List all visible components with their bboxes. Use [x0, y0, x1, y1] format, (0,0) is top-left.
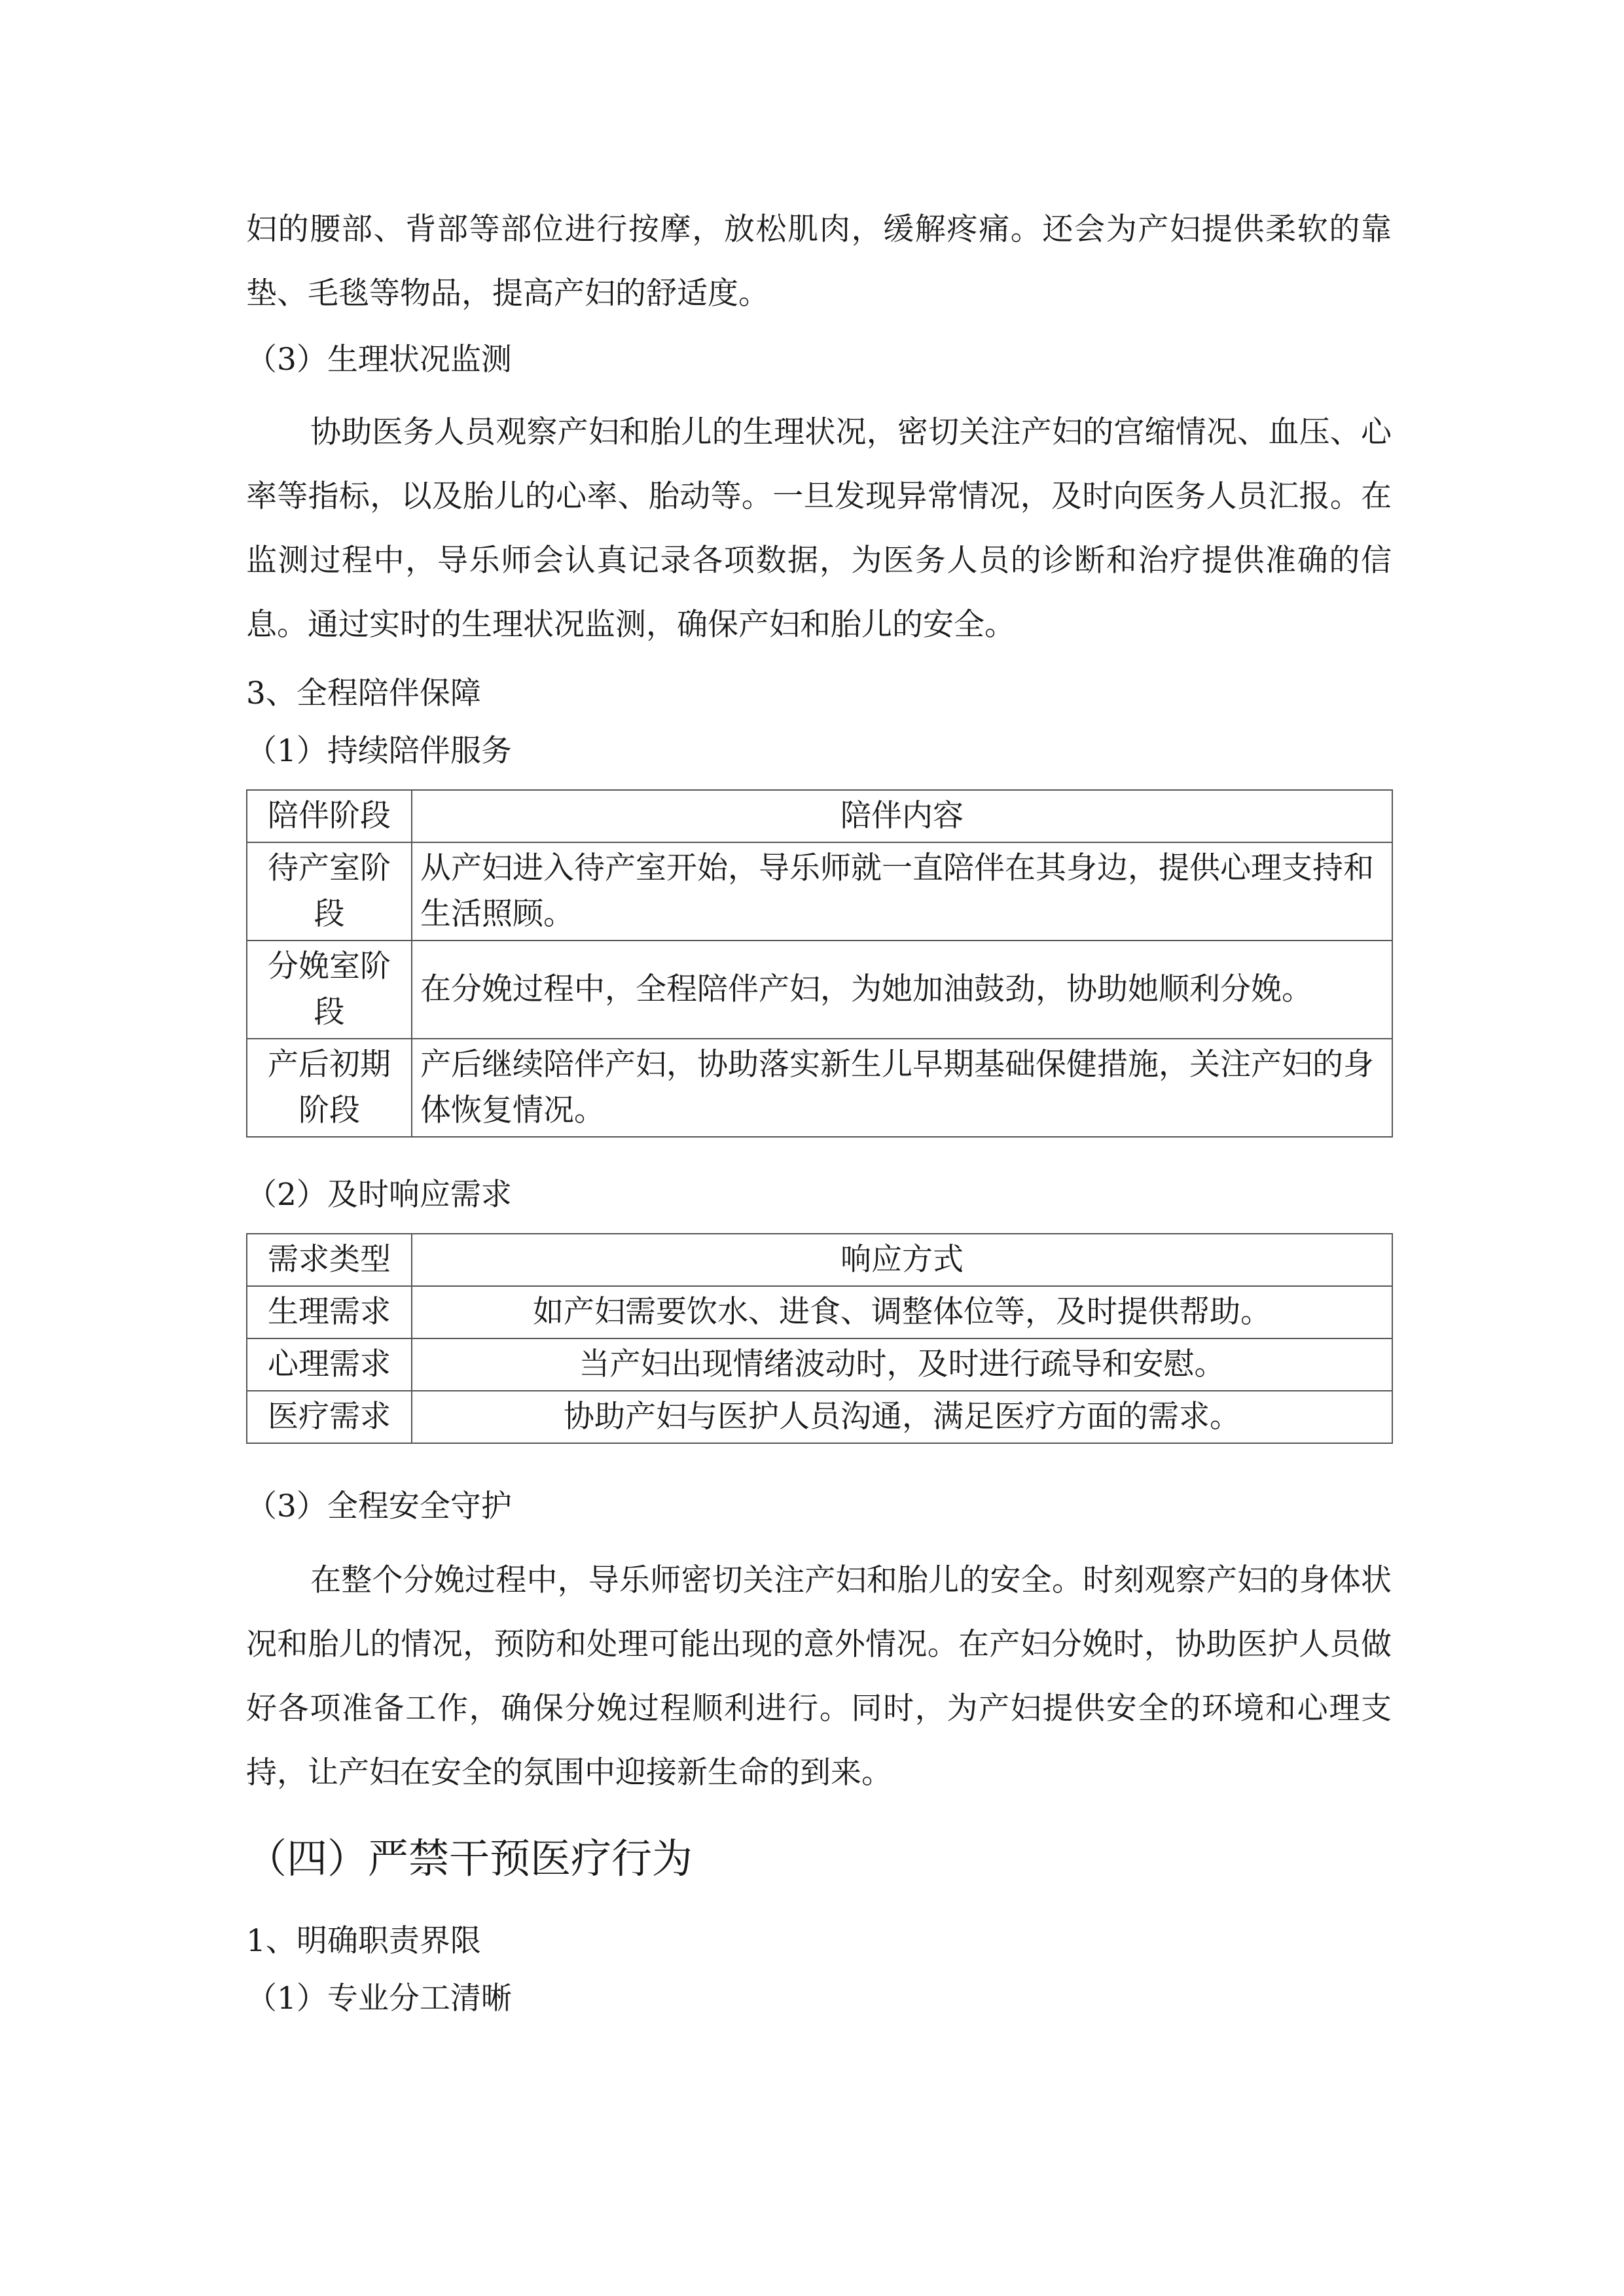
table-row: [247, 1286, 1392, 1338]
subheading-safety-guard: （3）全程安全守护: [246, 1488, 512, 1524]
section-heading-no-medical-intervention: （四）严禁干预医疗行为: [246, 1835, 693, 1882]
table-cell-need-type: 生理需求: [247, 1286, 412, 1338]
table-header-cell: 需求类型: [247, 1234, 412, 1286]
table-cell-response: 协助产妇与医护人员沟通，满足医疗方面的需求。: [412, 1391, 1392, 1443]
table-row: [247, 941, 1392, 1039]
table-cell-response: 当产妇出现情绪波动时，及时进行疏导和安慰。: [412, 1338, 1392, 1391]
paragraph-safety-guard: 在整个分娩过程中，导乐师密切关注产妇和胎儿的安全。时刻观察产妇的身体状况和胎儿的情况，预防和处理可能出现的意外情况。在产妇分娩时，协助医护人员做好各项准备工作，确保分娩过程顺利进行。同时，为产妇提供安全的环境和心理支持，让产妇在安全的氛围中迎接新生命的到来。: [246, 1562, 1392, 1791]
table-cell-need-type: 心理需求: [247, 1338, 412, 1391]
heading-clarify-responsibilities: 1、明确职责界限: [246, 1923, 481, 1959]
table-header-cell: 陪伴内容: [412, 790, 1392, 842]
table-cell-need-type: 医疗需求: [247, 1391, 412, 1443]
paragraph-physiological-monitoring: 协助医务人员观察产妇和胎儿的生理状况，密切关注产妇的宫缩情况、血压、心率等指标，以及胎儿的心率、胎动等。一旦发现异常情况，及时向医务人员汇报。在监测过程中，导乐师会认真记录各项数据，为医务人员的诊断和治疗提供准确的信息。通过实时的生理状况监测，确保产妇和胎儿的安全。: [246, 414, 1392, 643]
table-row: [247, 1338, 1392, 1391]
table-cell-stage: 待产室阶段: [247, 842, 412, 941]
table-row: [247, 1391, 1392, 1443]
table-header-row: [247, 1234, 1392, 1286]
subheading-continuous-companion: （1）持续陪伴服务: [246, 733, 512, 769]
table-header-cell: 响应方式: [412, 1234, 1392, 1286]
table-header-row: [247, 790, 1392, 842]
table-cell-content: 产后继续陪伴产妇，协助落实新生儿早期基础保健措施，关注产妇的身体恢复情况。: [412, 1039, 1392, 1137]
subheading-physiological-monitoring: （3）生理状况监测: [246, 342, 512, 378]
table-row: [247, 1039, 1392, 1137]
subheading-clear-division: （1）专业分工清晰: [246, 1981, 512, 2017]
table-cell-content: 在分娩过程中，全程陪伴产妇，为她加油鼓劲，协助她顺利分娩。: [412, 941, 1392, 1039]
table-cell-stage: 分娩室阶段: [247, 941, 412, 1039]
table-cell-response: 如产妇需要饮水、进食、调整体位等，及时提供帮助。: [412, 1286, 1392, 1338]
table-cell-stage: 产后初期阶段: [247, 1039, 412, 1137]
subheading-timely-response: （2）及时响应需求: [246, 1177, 512, 1213]
table-need-responses: [246, 1233, 1393, 1444]
paragraph-massage-comfort: 妇的腰部、背部等部位进行按摩，放松肌肉，缓解疼痛。还会为产妇提供柔软的靠垫、毛毯等物品，提高产妇的舒适度。: [246, 211, 1392, 312]
table-cell-content: 从产妇进入待产室开始，导乐师就一直陪伴在其身边，提供心理支持和生活照顾。: [412, 842, 1392, 941]
table-header-cell: 陪伴阶段: [247, 790, 412, 842]
heading-full-companionship: 3、全程陪伴保障: [246, 675, 481, 711]
table-row: [247, 842, 1392, 941]
table-companion-stages: [246, 789, 1393, 1138]
